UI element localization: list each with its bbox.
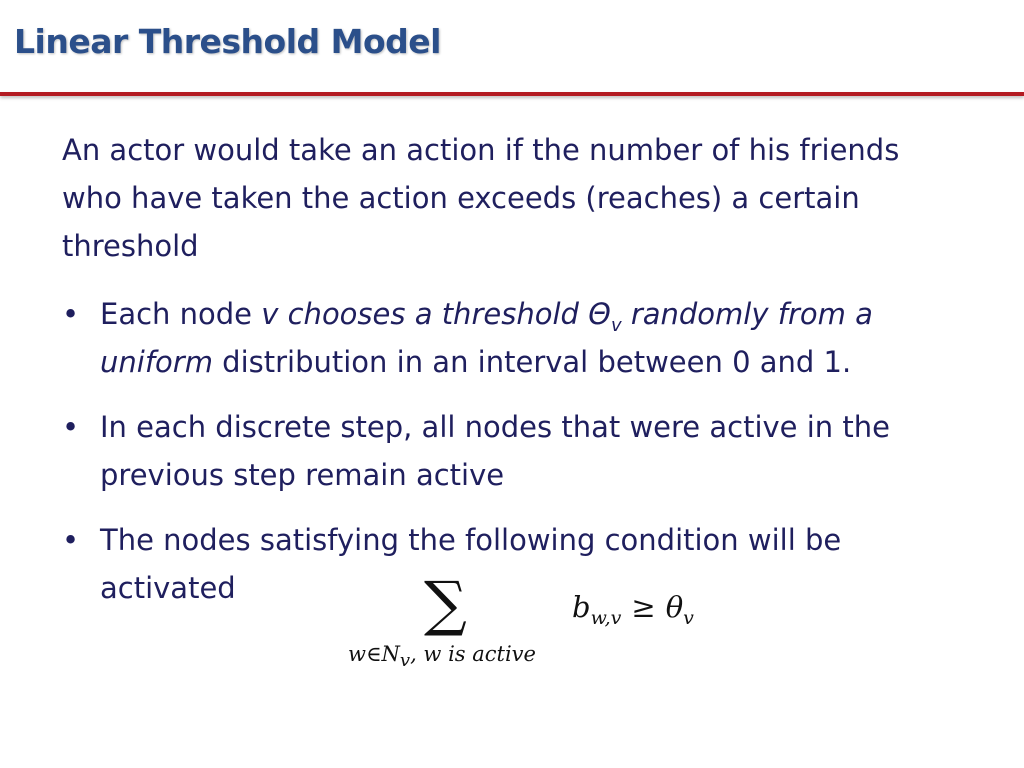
bullet-icon: • [62, 523, 80, 557]
subscript-set-index: v [399, 650, 411, 672]
activation-formula [340, 569, 740, 680]
bullet-list [62, 290, 962, 629]
weight-subscript: w,v [590, 606, 622, 629]
subscript-condition: , w is active [410, 642, 536, 666]
threshold-symbol: θ [665, 590, 684, 624]
relation-symbol: ≥ [631, 590, 656, 624]
bullet-text-b: v chooses a threshold [261, 297, 589, 331]
theta-symbol: Θ [588, 297, 611, 331]
bullet-threshold-choice [62, 290, 962, 386]
bullet-text: The nodes satisfying the following condition will be activated [100, 523, 842, 605]
slide-title: Linear Threshold Model [14, 22, 441, 61]
threshold-subscript: v [683, 606, 694, 629]
theta-subscript: v [610, 314, 622, 336]
bullet-icon: • [62, 297, 80, 331]
bullet-text-d: distribution in an interval between 0 and 1. [212, 345, 852, 379]
intro-paragraph: An actor would take an action if the number of his friends who have taken the action exceeds (reaches) a certain threshold [62, 133, 900, 263]
bullet-text-c: randomly from a uniform [100, 297, 873, 379]
summation-subscript [348, 642, 536, 672]
bullet-text-a: Each node [100, 297, 262, 331]
bullet-icon: • [62, 410, 80, 444]
bullet-text: In each discrete step, all nodes that were active in the previous step remain active [100, 410, 890, 492]
weight-term: b [572, 590, 591, 624]
summation-symbol: ∑ [424, 569, 467, 639]
formula-expression [572, 590, 694, 629]
bullet-remain-active [62, 403, 962, 499]
title-divider [0, 92, 1024, 96]
subscript-set: w∈N [348, 642, 400, 666]
